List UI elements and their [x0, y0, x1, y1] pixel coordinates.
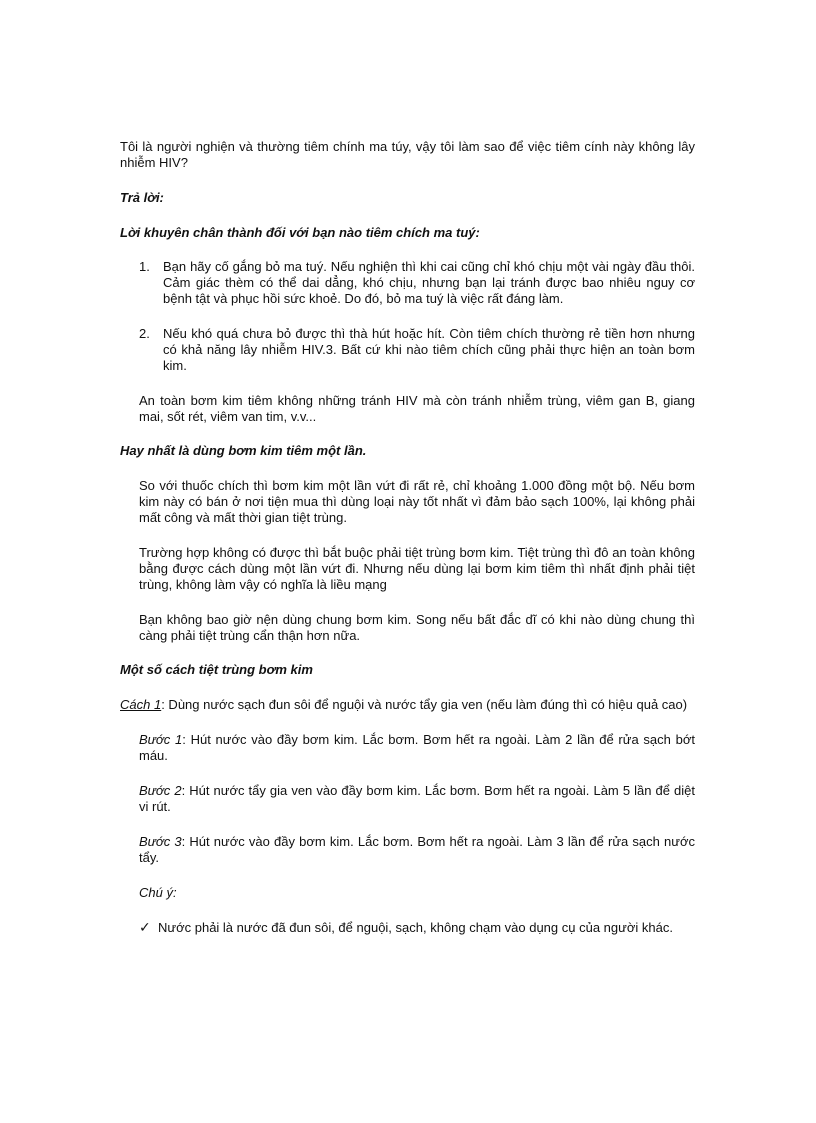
- safety-note: An toàn bơm kim tiêm không những tránh HIV mà còn tránh nhiễm trùng, viêm gan B, giang mai, sốt rét, viêm van tim, v.v...: [139, 393, 695, 424]
- step-paragraph: [139, 732, 695, 764]
- note-item: [139, 920, 695, 936]
- intro-question: Tôi là người nghiện và thường tiêm chính ma túy, vậy tôi làm sao để việc tiêm cính này không lây nhiễm HIV?: [120, 139, 695, 170]
- method-label: Cách 1: [120, 697, 162, 712]
- advice-title: Lời khuyên chân thành đối với bạn nào tiêm chích ma tuý:: [120, 225, 480, 240]
- step-text: : Hút nước vào đầy bơm kim. Lắc bơm. Bơm hết ra ngoài. Làm 3 lần để rửa sạch nước tẩy.: [139, 834, 695, 865]
- paragraph: So với thuốc chích thì bơm kim một lần vứt đi rất rẻ, chỉ khoảng 1.000 đồng một bộ. Nếu bơm kim này có bán ở nơi tiện mua thì dùng loại này tốt nhất vì đảm bảo sạch 100%, lại không phải mất công và mất thời gian tiệt trùng.: [139, 478, 695, 525]
- step-label: Bước 2: [139, 783, 182, 798]
- paragraph: Trường hợp không có được thì bắt buộc phải tiệt trùng bơm kim. Tiệt trùng thì đô an toàn không bằng được cách dùng một lần vứt đi. Nhưng nếu dùng lại bơm kim tiêm thì nhất định phải tiệt trùng, không làm vậy có nghĩa là liều mạng: [139, 545, 695, 592]
- answer-label: Trả lời:: [120, 190, 164, 205]
- method-paragraph: [120, 697, 695, 713]
- list-item: [139, 259, 695, 307]
- method-text: : Dùng nước sạch đun sôi để nguội và nước tẩy gia ven (nếu làm đúng thì có hiệu quả cao): [161, 697, 688, 712]
- step-text: : Hút nước vào đầy bơm kim. Lắc bơm. Bơm hết ra ngoài. Làm 2 lần để rửa sạch bớt máu.: [139, 732, 695, 763]
- step-label: Bước 1: [139, 732, 183, 747]
- paragraph: Bạn không bao giờ nện dùng chung bơm kim. Song nếu bất đắc dĩ có khi nào dùng chung thì càng phải tiệt trùng cẩn thận hơn nữa.: [139, 612, 695, 643]
- step-paragraph: [139, 834, 695, 866]
- note-label: Chú ý:: [139, 885, 177, 900]
- advice-list: [120, 259, 695, 374]
- note-item-text: Nước phải là nước đã đun sôi, để nguội, sạch, không chạm vào dụng cụ của người khác.: [158, 920, 673, 935]
- list-item-text: Bạn hãy cố gắng bỏ ma tuý. Nếu nghiện thì khi cai cũng chỉ khó chịu một vài ngày đầu thôi. Cảm giác thèm có thể dai dẳng, khó chịu, nhưng bạn lại tránh được bao nhiêu nguy cơ bệnh tật và phục hồi sức khoẻ. Do đó, bỏ ma tuý là việc rất đáng làm.: [163, 259, 695, 306]
- section-heading: Một số cách tiệt trùng bơm kim: [120, 662, 313, 677]
- step-text: : Hút nước tẩy gia ven vào đầy bơm kim. Lắc bơm. Bơm hết ra ngoài. Làm 5 lần để diệt vi rút.: [139, 783, 695, 814]
- step-paragraph: [139, 783, 695, 815]
- document-body: [120, 139, 695, 936]
- list-number: 1.: [139, 259, 150, 274]
- list-item: [139, 326, 695, 374]
- check-icon: ✓: [139, 919, 151, 935]
- section-heading: Hay nhất là dùng bơm kim tiêm một lần.: [120, 443, 367, 458]
- list-item-text: Nếu khó quá chưa bỏ được thì thà hút hoặc hít. Còn tiêm chích thường rẻ tiền hơn nhưng có khả năng lây nhiễm HIV.3. Bất cứ khi nào tiêm chích cũng phải thực hiện an toàn bơm kim.: [163, 326, 695, 373]
- step-label: Bước 3: [139, 834, 182, 849]
- list-number: 2.: [139, 326, 150, 341]
